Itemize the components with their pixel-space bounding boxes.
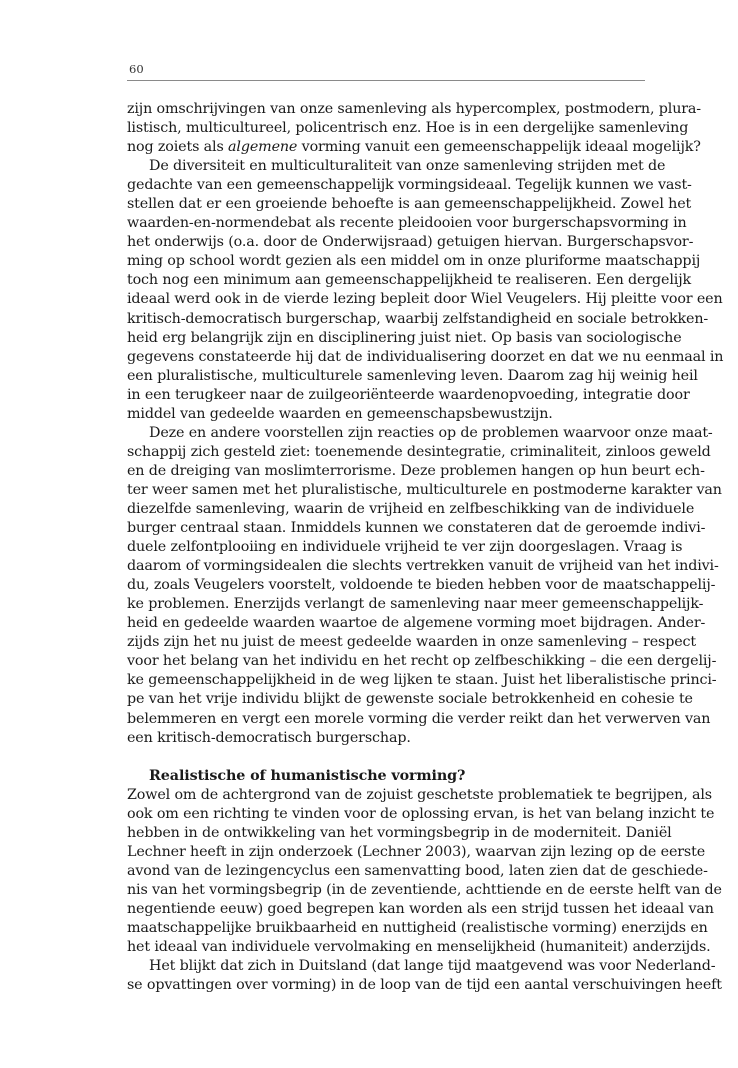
paragraph bbox=[127, 157, 724, 424]
text-line: ke gemeenschappelijkheid in de weg lijken te staan. Juist het liberalistische princi- bbox=[127, 672, 717, 689]
paragraphs-top bbox=[127, 100, 724, 748]
text-line: ming op school wordt gezien als een middel om in onze pluriforme maatschappij bbox=[127, 253, 701, 270]
text-line: het ideaal van individuele vervolmaking en menselijkheid (humaniteit) anderzijds. bbox=[127, 939, 711, 956]
text-line: De diversiteit en multiculturaliteit van onze samenleving strijden met de bbox=[149, 158, 666, 175]
text-line: ook om een richting te vinden voor de oplossing ervan, is het van belang inzicht te bbox=[127, 805, 715, 822]
text-line: in een terugkeer naar de zuilgeoriënteerde waardenopvoeding, integratie door bbox=[127, 386, 690, 403]
text-line: Het blijkt dat zich in Duitsland (dat lange tijd maatgevend was voor Nederland- bbox=[149, 958, 716, 975]
text-line: ter weer samen met het pluralistische, multiculturele en postmoderne karakter van bbox=[127, 481, 722, 498]
body-text bbox=[127, 100, 724, 995]
paragraph bbox=[127, 957, 722, 995]
paragraph bbox=[127, 424, 722, 748]
text-line: zijds zijn het nu juist de meest gedeelde waarden in onze samenleving – respect bbox=[127, 634, 696, 651]
text-line: middel van gedeelde waarden en gemeenschapsbewustzijn. bbox=[127, 405, 553, 422]
text-line: zijn omschrijvingen van onze samenleving als hypercomplex, postmodern, plura- bbox=[127, 101, 701, 117]
paragraph bbox=[127, 786, 722, 957]
text-line: hebben in de ontwikkeling van het vormingsbegrip in de moderniteit. Daniël bbox=[127, 824, 672, 841]
text-line: maatschappelijke bruikbaarheid en nuttigheid (realistische vorming) enerzijds en bbox=[127, 919, 708, 936]
text-line: waarden-en-normendebat als recente pleidooien voor burgerschapsvorming in bbox=[127, 215, 687, 232]
emphasis-text: algemene bbox=[228, 139, 298, 156]
text-line: gedachte van een gemeenschappelijk vormingsideaal. Tegelijk kunnen we vast- bbox=[127, 177, 692, 194]
text-line: du, zoals Veugelers voorstelt, voldoende te bieden hebben voor de maatschappelij- bbox=[127, 577, 716, 594]
text-line: burger centraal staan. Inmiddels kunnen we constateren dat de geroemde indivi- bbox=[127, 520, 706, 537]
text-line: daarom of vormingsidealen die slechts vertrekken vanuit de vrijheid van het indivi- bbox=[127, 558, 719, 575]
text-line: Deze en andere voorstellen zijn reacties op de problemen waarvoor onze maat- bbox=[149, 424, 713, 441]
text-line: pe van het vrije individu blijkt de gewenste sociale betrokkenheid en cohesie te bbox=[127, 691, 693, 708]
text-line: een kritisch-democratisch burgerschap. bbox=[127, 729, 411, 746]
text-line: diezelfde samenleving, waarin de vrijheid en zelfbeschikking van de individuele bbox=[127, 500, 695, 517]
text-run: vorming vanuit een gemeenschappelijk ideaal mogelijk? bbox=[297, 139, 701, 156]
text-line: listisch, multicultureel, policentrisch enz. Hoe is in een dergelijke samenleving bbox=[127, 120, 689, 137]
section-heading: Realistische of humanistische vorming? bbox=[149, 767, 466, 784]
text-line: Zowel om de achtergrond van de zojuist geschetste problematiek te begrijpen, als bbox=[127, 786, 712, 803]
paragraphs-bottom bbox=[127, 786, 722, 996]
running-header bbox=[127, 56, 645, 81]
text-run: nog zoiets als bbox=[127, 139, 229, 156]
text-line: nis van het vormingsbegrip (in de zeventiende, achttiende en de eerste helft van de bbox=[127, 881, 722, 898]
text-line: schappij zich gesteld ziet: toenemende desintegratie, criminaliteit, zinloos geweld bbox=[127, 443, 711, 460]
text-line: en de dreiging van moslimterrorisme. Deze problemen hangen op hun beurt ech- bbox=[127, 462, 705, 479]
text-line: stellen dat er een groeiende behoefte is aan gemeenschappelijkheid. Zowel het bbox=[127, 196, 692, 213]
text-line: avond van de lezingencyclus een samenvatting bood, laten zien dat de geschiede- bbox=[127, 862, 708, 879]
text-line: negentiende eeuw) goed begrepen kan worden als een strijd tussen het ideaal van bbox=[127, 900, 714, 917]
text-line: duele zelfontplooiing en individuele vrijheid te ver zijn doorgeslagen. Vraag is bbox=[127, 539, 683, 556]
text-line: gegevens constateerde hij dat de individualisering doorzet en dat we nu eenmaal in bbox=[127, 348, 724, 365]
text-line bbox=[127, 138, 701, 157]
text-line: kritisch-democratisch burgerschap, waarbij zelfstandigheid en sociale betrokken- bbox=[127, 310, 709, 327]
text-line: toch nog een minimum aan gemeenschappelijkheid te realiseren. Een dergelijk bbox=[127, 272, 691, 289]
text-line: het onderwijs (o.a. door de Onderwijsraad) getuigen hiervan. Burgerschapsvor- bbox=[127, 234, 694, 251]
text-line: ideaal werd ook in de vierde lezing bepleit door Wiel Veugelers. Hij pleitte voor een bbox=[127, 291, 723, 308]
text-line: een pluralistische, multiculturele samenleving leven. Daarom zag hij weinig heil bbox=[127, 367, 698, 384]
text-line: Lechner heeft in zijn onderzoek (Lechner 2003), waarvan zijn lezing op de eerste bbox=[127, 843, 706, 860]
text-line: heid erg belangrijk zijn en disciplinering juist niet. Op basis van sociologische bbox=[127, 329, 682, 346]
paragraph bbox=[127, 100, 701, 157]
text-line: se opvattingen over vorming) in de loop van de tijd een aantal verschuivingen heeft bbox=[127, 977, 722, 994]
text-line: voor het belang van het individu en het recht op zelfbeschikking – die een dergelij- bbox=[127, 653, 717, 670]
text-line: ke problemen. Enerzijds verlangt de samenleving naar meer gemeenschappelijk- bbox=[127, 596, 704, 613]
page-number: 60 bbox=[129, 62, 144, 76]
text-line: heid en gedeelde waarden waartoe de algemene vorming moet bijdragen. Ander- bbox=[127, 615, 706, 632]
text-line: belemmeren en vergt een morele vorming die verder reikt dan het verwerven van bbox=[127, 710, 711, 727]
